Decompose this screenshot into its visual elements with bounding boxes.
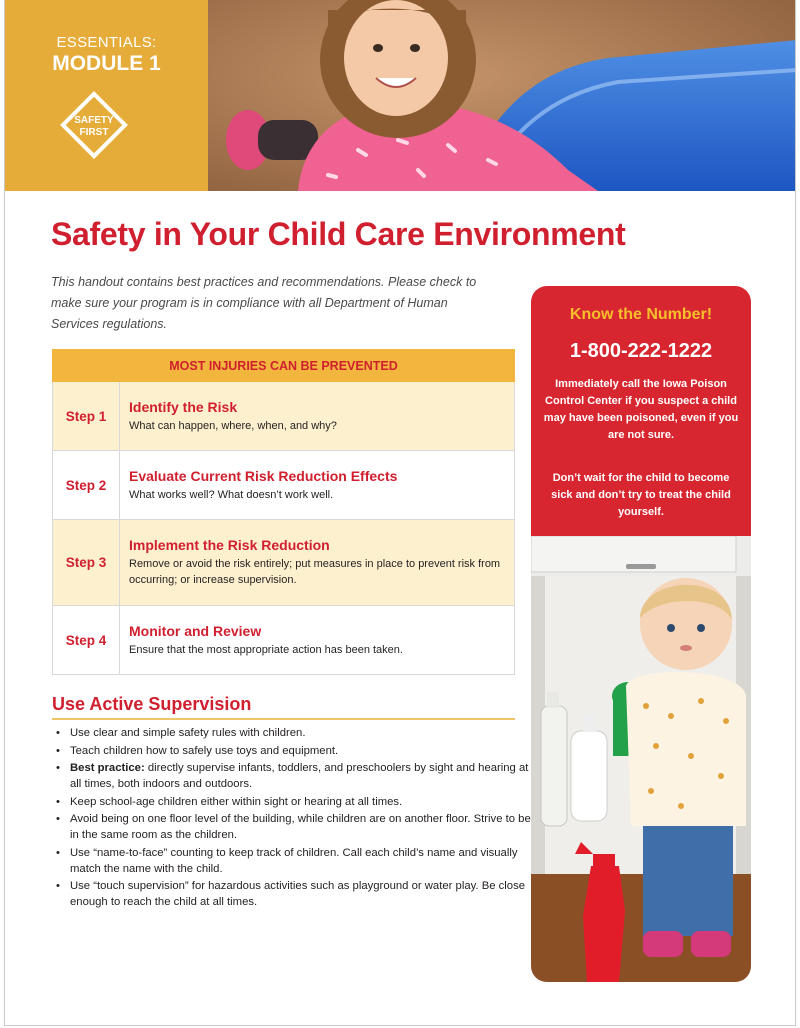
- toddler-under-sink-illustration: [531, 536, 751, 982]
- list-item: • Use clear and simple safety rules with children.: [70, 725, 540, 741]
- header-photo-girl-on-slide: [208, 0, 796, 191]
- list-item: • Use “name-to-face” counting to keep track of children. Call each child’s name and visually match the name with the child.: [70, 845, 540, 877]
- poison-control-text-1: Immediately call the Iowa Poison Control Center if you suspect a child may have been poisoned, even if you are not sure.: [543, 378, 739, 441]
- list-item: • Teach children how to safely use toys and equipment.: [70, 743, 540, 759]
- list-item: • Avoid being on one floor level of the building, while children are on another floor. Strive to be in the same room as the children.: [70, 811, 540, 843]
- steps-table-heading: MOST INJURIES CAN BE PREVENTED: [52, 349, 515, 382]
- step-label: Step 2: [53, 451, 120, 519]
- best-practice-label: Best practice:: [70, 762, 145, 774]
- poison-control-text-2: Don’t wait for the child to become sick and don’t try to treat the child yourself.: [551, 472, 731, 518]
- supervision-heading: Use Active Supervision: [52, 694, 252, 714]
- list-item: • Use “touch supervision” for hazardous activities such as playground or water play. Be close enough to reach the child at all times.: [70, 878, 540, 910]
- step-title: Evaluate Current Risk Reduction Effects: [129, 467, 398, 484]
- step-label: Step 4: [53, 606, 120, 674]
- step-description: What can happen, where, when, and why?: [129, 419, 337, 432]
- step-title: Implement the Risk Reduction: [129, 537, 330, 553]
- step-title: Identify the Risk: [129, 398, 238, 415]
- step-description: What works well? What doesn’t work well.: [129, 488, 334, 501]
- supervision-list: [52, 725, 540, 912]
- step-row: [52, 451, 515, 520]
- list-item: • Keep school-age children either within sight or hearing at all times.: [70, 794, 540, 810]
- step-title: Monitor and Review: [129, 622, 262, 639]
- step-row: [52, 520, 515, 606]
- essentials-label: ESSENTIALS:: [56, 34, 157, 51]
- know-the-number-heading: Know the Number!: [569, 306, 713, 323]
- intro-text: This handout contains best practices and recommendations. Please check to make sure your program is in compliance with all Department of Human Services regulations.: [51, 275, 477, 331]
- supervision-divider: [52, 718, 515, 720]
- step-description: Remove or avoid the risk entirely; put measures in place to prevent risk from occurring; or increase supervision.: [129, 558, 501, 586]
- badge-line-2: FIRST: [79, 127, 109, 138]
- badge-line-1: SAFETY: [74, 115, 114, 126]
- best-practice-text: directly supervise infants, toddlers, and preschoolers by sight and hearing at all times, both indoors and outdoors.: [70, 762, 529, 790]
- step-description: Ensure that the most appropriate action has been taken.: [129, 643, 403, 656]
- step-row: [52, 606, 515, 675]
- step-label: Step 1: [53, 382, 120, 450]
- step-row: [52, 382, 515, 451]
- poison-control-phone: 1-800-222-1222: [569, 340, 713, 362]
- list-item: [70, 760, 540, 792]
- toddler-cabinet-photo: [531, 536, 751, 982]
- steps-table: [52, 349, 515, 675]
- girl-on-slide-illustration: [208, 0, 796, 191]
- module-label: MODULE 1: [52, 52, 161, 75]
- step-label: Step 3: [53, 520, 120, 605]
- handout-page: [4, 0, 796, 1026]
- safety-first-badge-icon: [58, 89, 130, 161]
- page-title: Safety in Your Child Care Environment: [51, 216, 626, 252]
- module-header-block: [5, 0, 208, 191]
- poison-control-callout: [531, 286, 751, 982]
